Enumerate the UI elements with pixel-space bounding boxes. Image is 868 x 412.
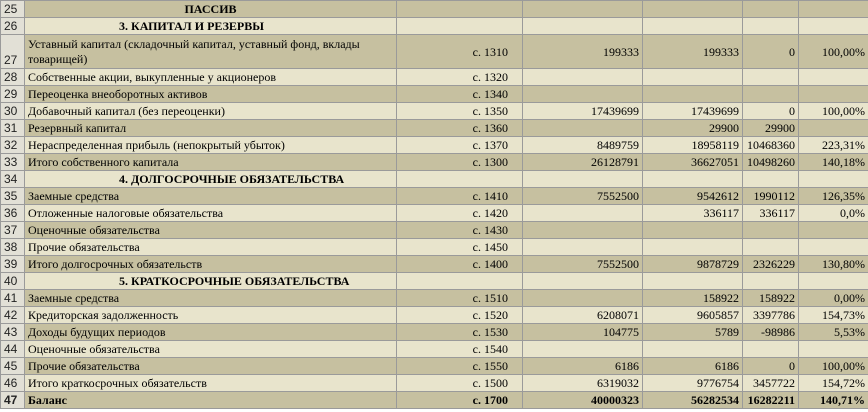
value-start[interactable]: 6319032 bbox=[523, 375, 643, 392]
value-change[interactable]: -98986 bbox=[743, 324, 799, 341]
line-code[interactable]: с. 1700 bbox=[397, 392, 523, 409]
empty-cell[interactable] bbox=[643, 1, 743, 18]
row-number: 40 bbox=[1, 273, 25, 290]
row-number: 27 bbox=[1, 35, 25, 69]
row-number: 47 bbox=[1, 392, 25, 409]
table-row bbox=[1, 1, 868, 18]
row-number: 46 bbox=[1, 375, 25, 392]
empty-cell[interactable] bbox=[643, 273, 743, 290]
line-item-label[interactable]: Заемные средства bbox=[25, 188, 397, 205]
table-row bbox=[1, 256, 868, 273]
value-start[interactable] bbox=[523, 86, 643, 103]
row-number: 25 bbox=[1, 1, 25, 18]
value-start[interactable]: 8489759 bbox=[523, 137, 643, 154]
value-start[interactable] bbox=[523, 120, 643, 137]
table-row bbox=[1, 375, 868, 392]
value-change[interactable] bbox=[743, 69, 799, 86]
empty-cell[interactable] bbox=[397, 18, 523, 35]
line-item-label[interactable]: Оценочные обязательства bbox=[25, 341, 397, 358]
value-start[interactable]: 7552500 bbox=[523, 256, 643, 273]
value-end[interactable]: 199333 bbox=[643, 35, 743, 69]
value-growth-pct[interactable] bbox=[799, 69, 868, 86]
value-start[interactable]: 40000323 bbox=[523, 392, 643, 409]
line-item-label[interactable]: Резервный капитал bbox=[25, 120, 397, 137]
table-row bbox=[1, 188, 868, 205]
table-row bbox=[1, 103, 868, 120]
value-change[interactable] bbox=[743, 341, 799, 358]
line-item-label[interactable]: Заемные средства bbox=[25, 290, 397, 307]
row-number: 42 bbox=[1, 307, 25, 324]
table-row bbox=[1, 35, 868, 69]
line-code[interactable]: с. 1510 bbox=[397, 290, 523, 307]
value-end[interactable]: 9605857 bbox=[643, 307, 743, 324]
value-change[interactable]: 3457722 bbox=[743, 375, 799, 392]
section-title[interactable]: 4. ДОЛГОСРОЧНЫЕ ОБЯЗАТЕЛЬСТВА bbox=[25, 171, 397, 188]
section-title[interactable]: 5. КРАТКОСРОЧНЫЕ ОБЯЗАТЕЛЬСТВА bbox=[25, 273, 397, 290]
value-end[interactable] bbox=[643, 86, 743, 103]
value-change[interactable] bbox=[743, 86, 799, 103]
row-number: 45 bbox=[1, 358, 25, 375]
value-end[interactable]: 9776754 bbox=[643, 375, 743, 392]
line-item-label[interactable]: Итого долгосрочных обязательств bbox=[25, 256, 397, 273]
table-row bbox=[1, 341, 868, 358]
line-code[interactable]: с. 1410 bbox=[397, 188, 523, 205]
row-number: 30 bbox=[1, 103, 25, 120]
row-number: 33 bbox=[1, 154, 25, 171]
value-change[interactable]: 336117 bbox=[743, 205, 799, 222]
empty-cell[interactable] bbox=[799, 273, 868, 290]
empty-cell[interactable] bbox=[397, 1, 523, 18]
line-code[interactable]: с. 1300 bbox=[397, 154, 523, 171]
value-growth-pct[interactable]: 154,72% bbox=[799, 375, 868, 392]
value-growth-pct[interactable]: 223,31% bbox=[799, 137, 868, 154]
line-item-label[interactable]: Кредиторская задолженность bbox=[25, 307, 397, 324]
line-item-label[interactable]: Итого собственного капитала bbox=[25, 154, 397, 171]
value-change[interactable]: 1990112 bbox=[743, 188, 799, 205]
value-start[interactable]: 17439699 bbox=[523, 103, 643, 120]
value-change[interactable]: 3397786 bbox=[743, 307, 799, 324]
value-end[interactable]: 5789 bbox=[643, 324, 743, 341]
line-item-label[interactable]: Оценочные обязательства bbox=[25, 222, 397, 239]
line-code[interactable]: с. 1550 bbox=[397, 358, 523, 375]
value-change[interactable]: 2326229 bbox=[743, 256, 799, 273]
section-title[interactable]: 3. КАПИТАЛ И РЕЗЕРВЫ bbox=[25, 18, 397, 35]
empty-cell[interactable] bbox=[743, 18, 799, 35]
value-end[interactable]: 336117 bbox=[643, 205, 743, 222]
value-change[interactable]: 16282211 bbox=[743, 392, 799, 409]
line-code[interactable]: с. 1450 bbox=[397, 239, 523, 256]
empty-cell[interactable] bbox=[799, 1, 868, 18]
value-end[interactable] bbox=[643, 222, 743, 239]
line-code[interactable]: с. 1340 bbox=[397, 86, 523, 103]
value-change[interactable]: 0 bbox=[743, 35, 799, 69]
table-row bbox=[1, 171, 868, 188]
row-number: 38 bbox=[1, 239, 25, 256]
value-change[interactable]: 10468360 bbox=[743, 137, 799, 154]
value-change[interactable]: 10498260 bbox=[743, 154, 799, 171]
row-number: 44 bbox=[1, 341, 25, 358]
line-item-label[interactable]: Собственные акции, выкупленные у акционеров bbox=[25, 69, 397, 86]
table-row bbox=[1, 154, 868, 171]
value-growth-pct[interactable]: 140,71% bbox=[799, 392, 868, 409]
line-code[interactable]: с. 1320 bbox=[397, 69, 523, 86]
value-growth-pct[interactable]: 140,18% bbox=[799, 154, 868, 171]
value-end[interactable]: 56282534 bbox=[643, 392, 743, 409]
value-end[interactable]: 158922 bbox=[643, 290, 743, 307]
value-start[interactable]: 26128791 bbox=[523, 154, 643, 171]
value-start[interactable] bbox=[523, 341, 643, 358]
value-growth-pct[interactable] bbox=[799, 239, 868, 256]
line-item-label[interactable]: Переоценка внеоборотных активов bbox=[25, 86, 397, 103]
value-end[interactable] bbox=[643, 341, 743, 358]
row-number: 41 bbox=[1, 290, 25, 307]
value-start[interactable]: 6186 bbox=[523, 358, 643, 375]
table-row bbox=[1, 239, 868, 256]
value-start[interactable] bbox=[523, 222, 643, 239]
value-start[interactable]: 7552500 bbox=[523, 188, 643, 205]
value-growth-pct[interactable]: 0,00% bbox=[799, 290, 868, 307]
line-code[interactable]: с. 1350 bbox=[397, 103, 523, 120]
empty-cell[interactable] bbox=[799, 171, 868, 188]
empty-cell[interactable] bbox=[743, 273, 799, 290]
empty-cell[interactable] bbox=[743, 1, 799, 18]
value-end[interactable]: 6186 bbox=[643, 358, 743, 375]
row-number: 29 bbox=[1, 86, 25, 103]
line-code[interactable]: с. 1540 bbox=[397, 341, 523, 358]
line-item-label[interactable]: Уставный капитал (складочный капитал, уставный фонд, вклады товарищей) bbox=[25, 35, 397, 69]
section-header[interactable]: ПАССИВ bbox=[25, 1, 397, 18]
empty-cell[interactable] bbox=[523, 1, 643, 18]
value-start[interactable] bbox=[523, 239, 643, 256]
line-item-label[interactable]: Итого краткосрочных обязательств bbox=[25, 375, 397, 392]
empty-cell[interactable] bbox=[397, 273, 523, 290]
row-number: 35 bbox=[1, 188, 25, 205]
line-item-label[interactable]: Отложенные налоговые обязательства bbox=[25, 205, 397, 222]
value-end[interactable] bbox=[643, 69, 743, 86]
row-number: 39 bbox=[1, 256, 25, 273]
empty-cell[interactable] bbox=[523, 18, 643, 35]
value-growth-pct[interactable]: 100,00% bbox=[799, 35, 868, 69]
value-growth-pct[interactable] bbox=[799, 86, 868, 103]
value-change[interactable]: 29900 bbox=[743, 120, 799, 137]
table-row bbox=[1, 69, 868, 86]
line-item-label[interactable]: Прочие обязательства bbox=[25, 358, 397, 375]
row-number: 37 bbox=[1, 222, 25, 239]
line-code[interactable]: с. 1500 bbox=[397, 375, 523, 392]
empty-cell[interactable] bbox=[523, 171, 643, 188]
value-end[interactable]: 18958119 bbox=[643, 137, 743, 154]
value-end[interactable]: 17439699 bbox=[643, 103, 743, 120]
table-row bbox=[1, 86, 868, 103]
line-item-label[interactable]: Добавочный капитал (без переоценки) bbox=[25, 103, 397, 120]
value-change[interactable]: 0 bbox=[743, 358, 799, 375]
value-end[interactable] bbox=[643, 239, 743, 256]
value-change[interactable]: 0 bbox=[743, 103, 799, 120]
table-row bbox=[1, 18, 868, 35]
line-code[interactable]: с. 1400 bbox=[397, 256, 523, 273]
row-number: 28 bbox=[1, 69, 25, 86]
value-growth-pct[interactable]: 100,00% bbox=[799, 358, 868, 375]
line-item-label[interactable]: Баланс bbox=[25, 392, 397, 409]
table-row bbox=[1, 358, 868, 375]
line-code[interactable]: с. 1430 bbox=[397, 222, 523, 239]
value-growth-pct[interactable] bbox=[799, 222, 868, 239]
line-item-label[interactable]: Доходы будущих периодов bbox=[25, 324, 397, 341]
value-start[interactable] bbox=[523, 290, 643, 307]
empty-cell[interactable] bbox=[397, 171, 523, 188]
value-end[interactable]: 9878729 bbox=[643, 256, 743, 273]
row-number: 26 bbox=[1, 18, 25, 35]
value-growth-pct[interactable]: 130,80% bbox=[799, 256, 868, 273]
value-start[interactable]: 199333 bbox=[523, 35, 643, 69]
line-code[interactable]: с. 1420 bbox=[397, 205, 523, 222]
line-code[interactable]: с. 1370 bbox=[397, 137, 523, 154]
table-row bbox=[1, 324, 868, 341]
row-number: 34 bbox=[1, 171, 25, 188]
value-growth-pct[interactable]: 154,73% bbox=[799, 307, 868, 324]
row-number: 43 bbox=[1, 324, 25, 341]
table-row bbox=[1, 392, 868, 409]
table-row bbox=[1, 137, 868, 154]
line-code[interactable]: с. 1520 bbox=[397, 307, 523, 324]
value-growth-pct[interactable]: 100,00% bbox=[799, 103, 868, 120]
line-item-label[interactable]: Прочие обязательства bbox=[25, 239, 397, 256]
value-change[interactable] bbox=[743, 239, 799, 256]
value-start[interactable] bbox=[523, 205, 643, 222]
value-change[interactable] bbox=[743, 222, 799, 239]
value-growth-pct[interactable]: 126,35% bbox=[799, 188, 868, 205]
line-code[interactable]: с. 1310 bbox=[397, 35, 523, 69]
value-end[interactable]: 9542612 bbox=[643, 188, 743, 205]
table-row bbox=[1, 205, 868, 222]
value-end[interactable]: 36627051 bbox=[643, 154, 743, 171]
empty-cell[interactable] bbox=[643, 171, 743, 188]
empty-cell[interactable] bbox=[643, 18, 743, 35]
value-growth-pct[interactable]: 0,0% bbox=[799, 205, 868, 222]
row-number: 31 bbox=[1, 120, 25, 137]
line-code[interactable]: с. 1530 bbox=[397, 324, 523, 341]
empty-cell[interactable] bbox=[743, 171, 799, 188]
value-start[interactable]: 104775 bbox=[523, 324, 643, 341]
value-growth-pct[interactable] bbox=[799, 341, 868, 358]
empty-cell[interactable] bbox=[523, 273, 643, 290]
value-growth-pct[interactable]: 5,53% bbox=[799, 324, 868, 341]
value-start[interactable]: 6208071 bbox=[523, 307, 643, 324]
value-growth-pct[interactable] bbox=[799, 120, 868, 137]
row-number: 32 bbox=[1, 137, 25, 154]
line-code[interactable]: с. 1360 bbox=[397, 120, 523, 137]
table-row bbox=[1, 273, 868, 290]
value-change[interactable]: 158922 bbox=[743, 290, 799, 307]
value-start[interactable] bbox=[523, 69, 643, 86]
table-row bbox=[1, 120, 868, 137]
empty-cell[interactable] bbox=[799, 18, 868, 35]
line-item-label[interactable]: Нераспределенная прибыль (непокрытый убыток) bbox=[25, 137, 397, 154]
table-row bbox=[1, 307, 868, 324]
value-end[interactable]: 29900 bbox=[643, 120, 743, 137]
table-row bbox=[1, 290, 868, 307]
row-number: 36 bbox=[1, 205, 25, 222]
table-row bbox=[1, 222, 868, 239]
